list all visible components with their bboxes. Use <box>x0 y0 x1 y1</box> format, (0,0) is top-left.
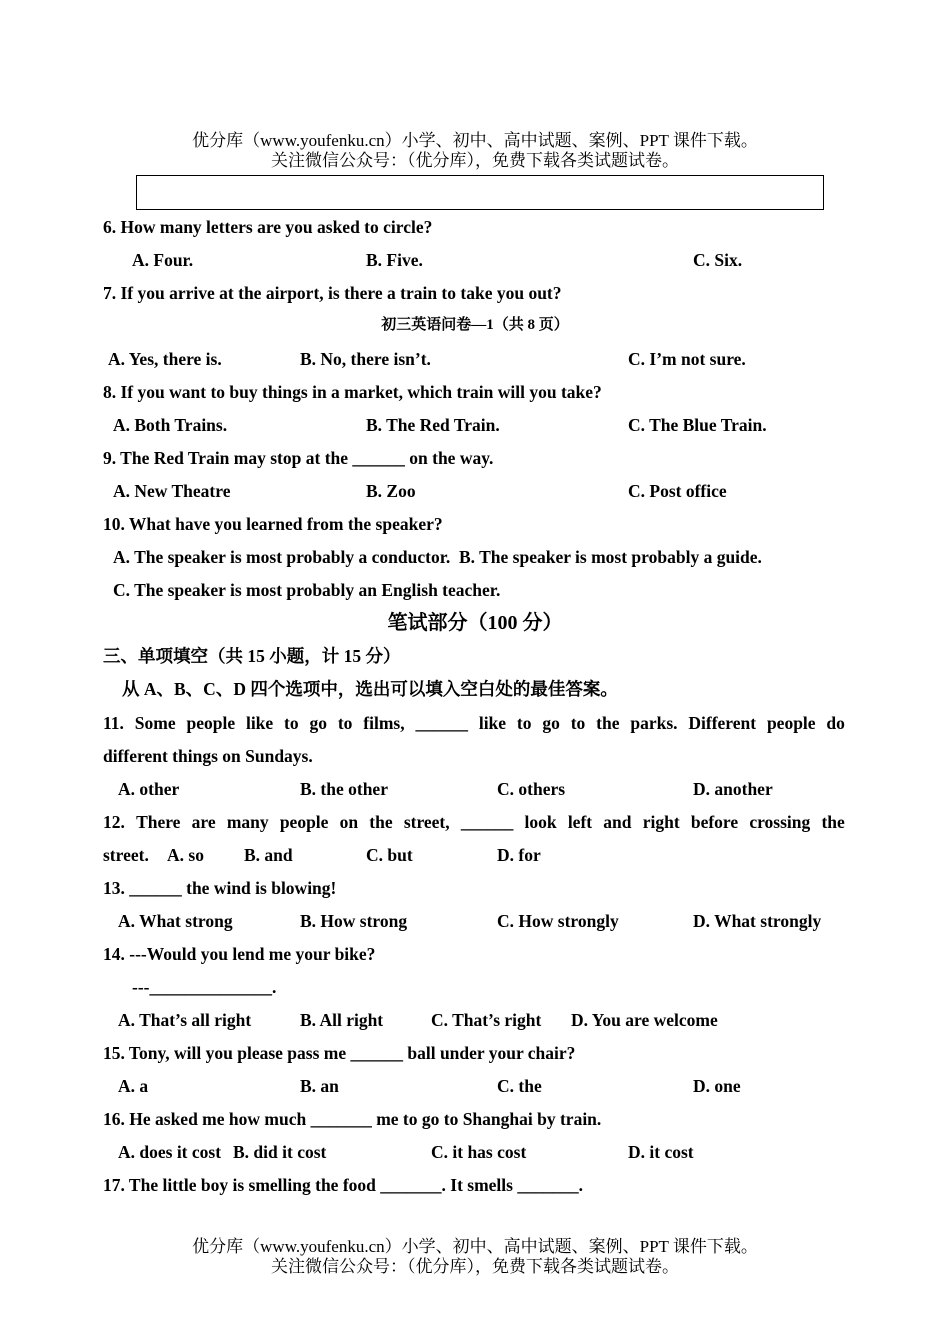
word: are <box>191 812 216 832</box>
question-13-option-d: D. What strongly <box>693 911 822 931</box>
question-15-option-c: C. the <box>497 1076 542 1096</box>
word: on <box>339 812 359 832</box>
footer-line-2: 关注微信公众号：（优分库），免费下载各类试题试卷。 <box>271 1257 679 1276</box>
header-line-1: 优分库（www.youfenku.cn）小学、初中、高中试题、案例、PPT 课件下载。 <box>192 131 758 150</box>
question-7-option-a: A. Yes, there is. <box>108 349 222 369</box>
word: left <box>567 812 593 832</box>
word: people <box>279 812 329 832</box>
question-11-option-b: B. the other <box>300 779 388 799</box>
question-16-stem: 16. He asked me how much _______ me to go to Shanghai by train. <box>103 1109 602 1129</box>
word: like <box>478 713 507 733</box>
word: 11. <box>103 713 124 733</box>
header-line-2: 关注微信公众号：（优分库），免费下载各类试题试卷。 <box>271 151 679 170</box>
question-6-option-a: A. Four. <box>132 250 194 270</box>
word: crossing <box>749 812 811 832</box>
word: Different <box>688 713 757 733</box>
question-11-line-2: different things on Sundays. <box>103 746 313 766</box>
question-7-option-b: B. No, there isn’t. <box>300 349 431 369</box>
question-10-options-ab: A. The speaker is most probably a conductor. B. The speaker is most probably a guide. <box>113 547 762 567</box>
question-13-option-c: C. How strongly <box>497 911 619 931</box>
question-10-stem: 10. What have you learned from the speaker? <box>103 514 443 534</box>
word: the <box>369 812 393 832</box>
question-7-option-c: C. I’m not sure. <box>628 349 746 369</box>
answer-box <box>136 175 824 210</box>
question-16-option-d: D. it cost <box>628 1142 694 1162</box>
section-title: 笔试部分（100 分） <box>387 612 563 634</box>
question-12-line-2-start: street. <box>103 845 149 865</box>
question-12-option-a: A. so <box>167 845 204 865</box>
word: look <box>524 812 557 832</box>
word: parks. <box>630 713 678 733</box>
question-13-option-a: A. What strong <box>118 911 233 931</box>
question-12-option-b: B. and <box>244 845 293 865</box>
question-7-stem: 7. If you arrive at the airport, is there a train to take you out? <box>103 283 562 303</box>
blank: ______ <box>460 812 514 832</box>
question-12-option-c: C. but <box>366 845 413 865</box>
word: do <box>826 713 845 733</box>
question-12-option-d: D. for <box>497 845 541 865</box>
question-16-option-c: C. it has cost <box>431 1142 527 1162</box>
question-14-stem: 14. ---Would you lend me your bike? <box>103 944 376 964</box>
part-instruction: 从 A、B、C、D 四个选项中，选出可以填入空白处的最佳答案。 <box>122 679 618 699</box>
question-9-option-b: B. Zoo <box>366 481 416 501</box>
question-11-line-1 <box>103 712 845 734</box>
blank: ______ <box>415 713 468 733</box>
question-13-option-b: B. How strong <box>300 911 408 931</box>
word: the <box>596 713 620 733</box>
question-9-option-c: C. Post office <box>628 481 727 501</box>
word: to <box>570 713 586 733</box>
word: Some <box>134 713 176 733</box>
word: go <box>542 713 560 733</box>
word: many <box>226 812 269 832</box>
question-6-stem: 6. How many letters are you asked to circle? <box>103 217 433 237</box>
word: There <box>136 812 181 832</box>
footer-line-1: 优分库（www.youfenku.cn）小学、初中、高中试题、案例、PPT 课件下载。 <box>192 1237 758 1256</box>
question-9-option-a: A. New Theatre <box>113 481 231 501</box>
word: people <box>766 713 816 733</box>
question-14-reply: ---______________. <box>132 977 277 997</box>
word: right <box>642 812 680 832</box>
question-15-stem: 15. Tony, will you please pass me ______ ball under your chair? <box>103 1043 576 1063</box>
question-10-option-c: C. The speaker is most probably an English teacher. <box>113 580 501 600</box>
word: people <box>186 713 236 733</box>
question-8-option-a: A. Both Trains. <box>113 415 228 435</box>
question-8-option-b: B. The Red Train. <box>366 415 500 435</box>
word: 12. <box>103 812 125 832</box>
word: like <box>245 713 274 733</box>
word: to <box>284 713 299 733</box>
question-14-option-d: D. You are welcome <box>571 1010 718 1030</box>
question-12-line-1 <box>103 811 845 833</box>
question-8-stem: 8. If you want to buy things in a market, which train will you take? <box>103 382 602 402</box>
question-6-option-c: C. Six. <box>693 250 743 270</box>
word: the <box>821 812 845 832</box>
word: before <box>690 812 739 832</box>
question-15-option-d: D. one <box>693 1076 741 1096</box>
question-17-stem: 17. The little boy is smelling the food _______. It smells _______. <box>103 1175 583 1195</box>
question-14-option-c: C. That’s right <box>431 1010 542 1030</box>
question-16-option-a: A. does it cost <box>118 1142 222 1162</box>
question-6-option-b: B. Five. <box>366 250 423 270</box>
question-14-option-a: A. That’s all right <box>118 1010 252 1030</box>
word: to <box>337 713 353 733</box>
question-8-option-c: C. The Blue Train. <box>628 415 767 435</box>
word: to <box>516 713 532 733</box>
question-9-stem: 9. The Red Train may stop at the ______ on the way. <box>103 448 494 468</box>
question-15-option-a: A. a <box>118 1076 149 1096</box>
word: films, <box>363 713 405 733</box>
question-16-option-b: B. did it cost <box>233 1142 327 1162</box>
word: go <box>309 713 327 733</box>
page-label: 初三英语问卷—1（共 8 页） <box>381 317 569 333</box>
question-15-option-b: B. an <box>300 1076 339 1096</box>
word: street, <box>403 812 450 832</box>
question-14-option-b: B. All right <box>300 1010 384 1030</box>
question-11-option-d: D. another <box>693 779 773 799</box>
part-heading: 三、单项填空（共 15 小题，计 15 分） <box>103 646 401 666</box>
question-11-option-a: A. other <box>118 779 180 799</box>
question-13-stem: 13. ______ the wind is blowing! <box>103 878 337 898</box>
question-11-option-c: C. others <box>497 779 566 799</box>
word: and <box>603 812 632 832</box>
